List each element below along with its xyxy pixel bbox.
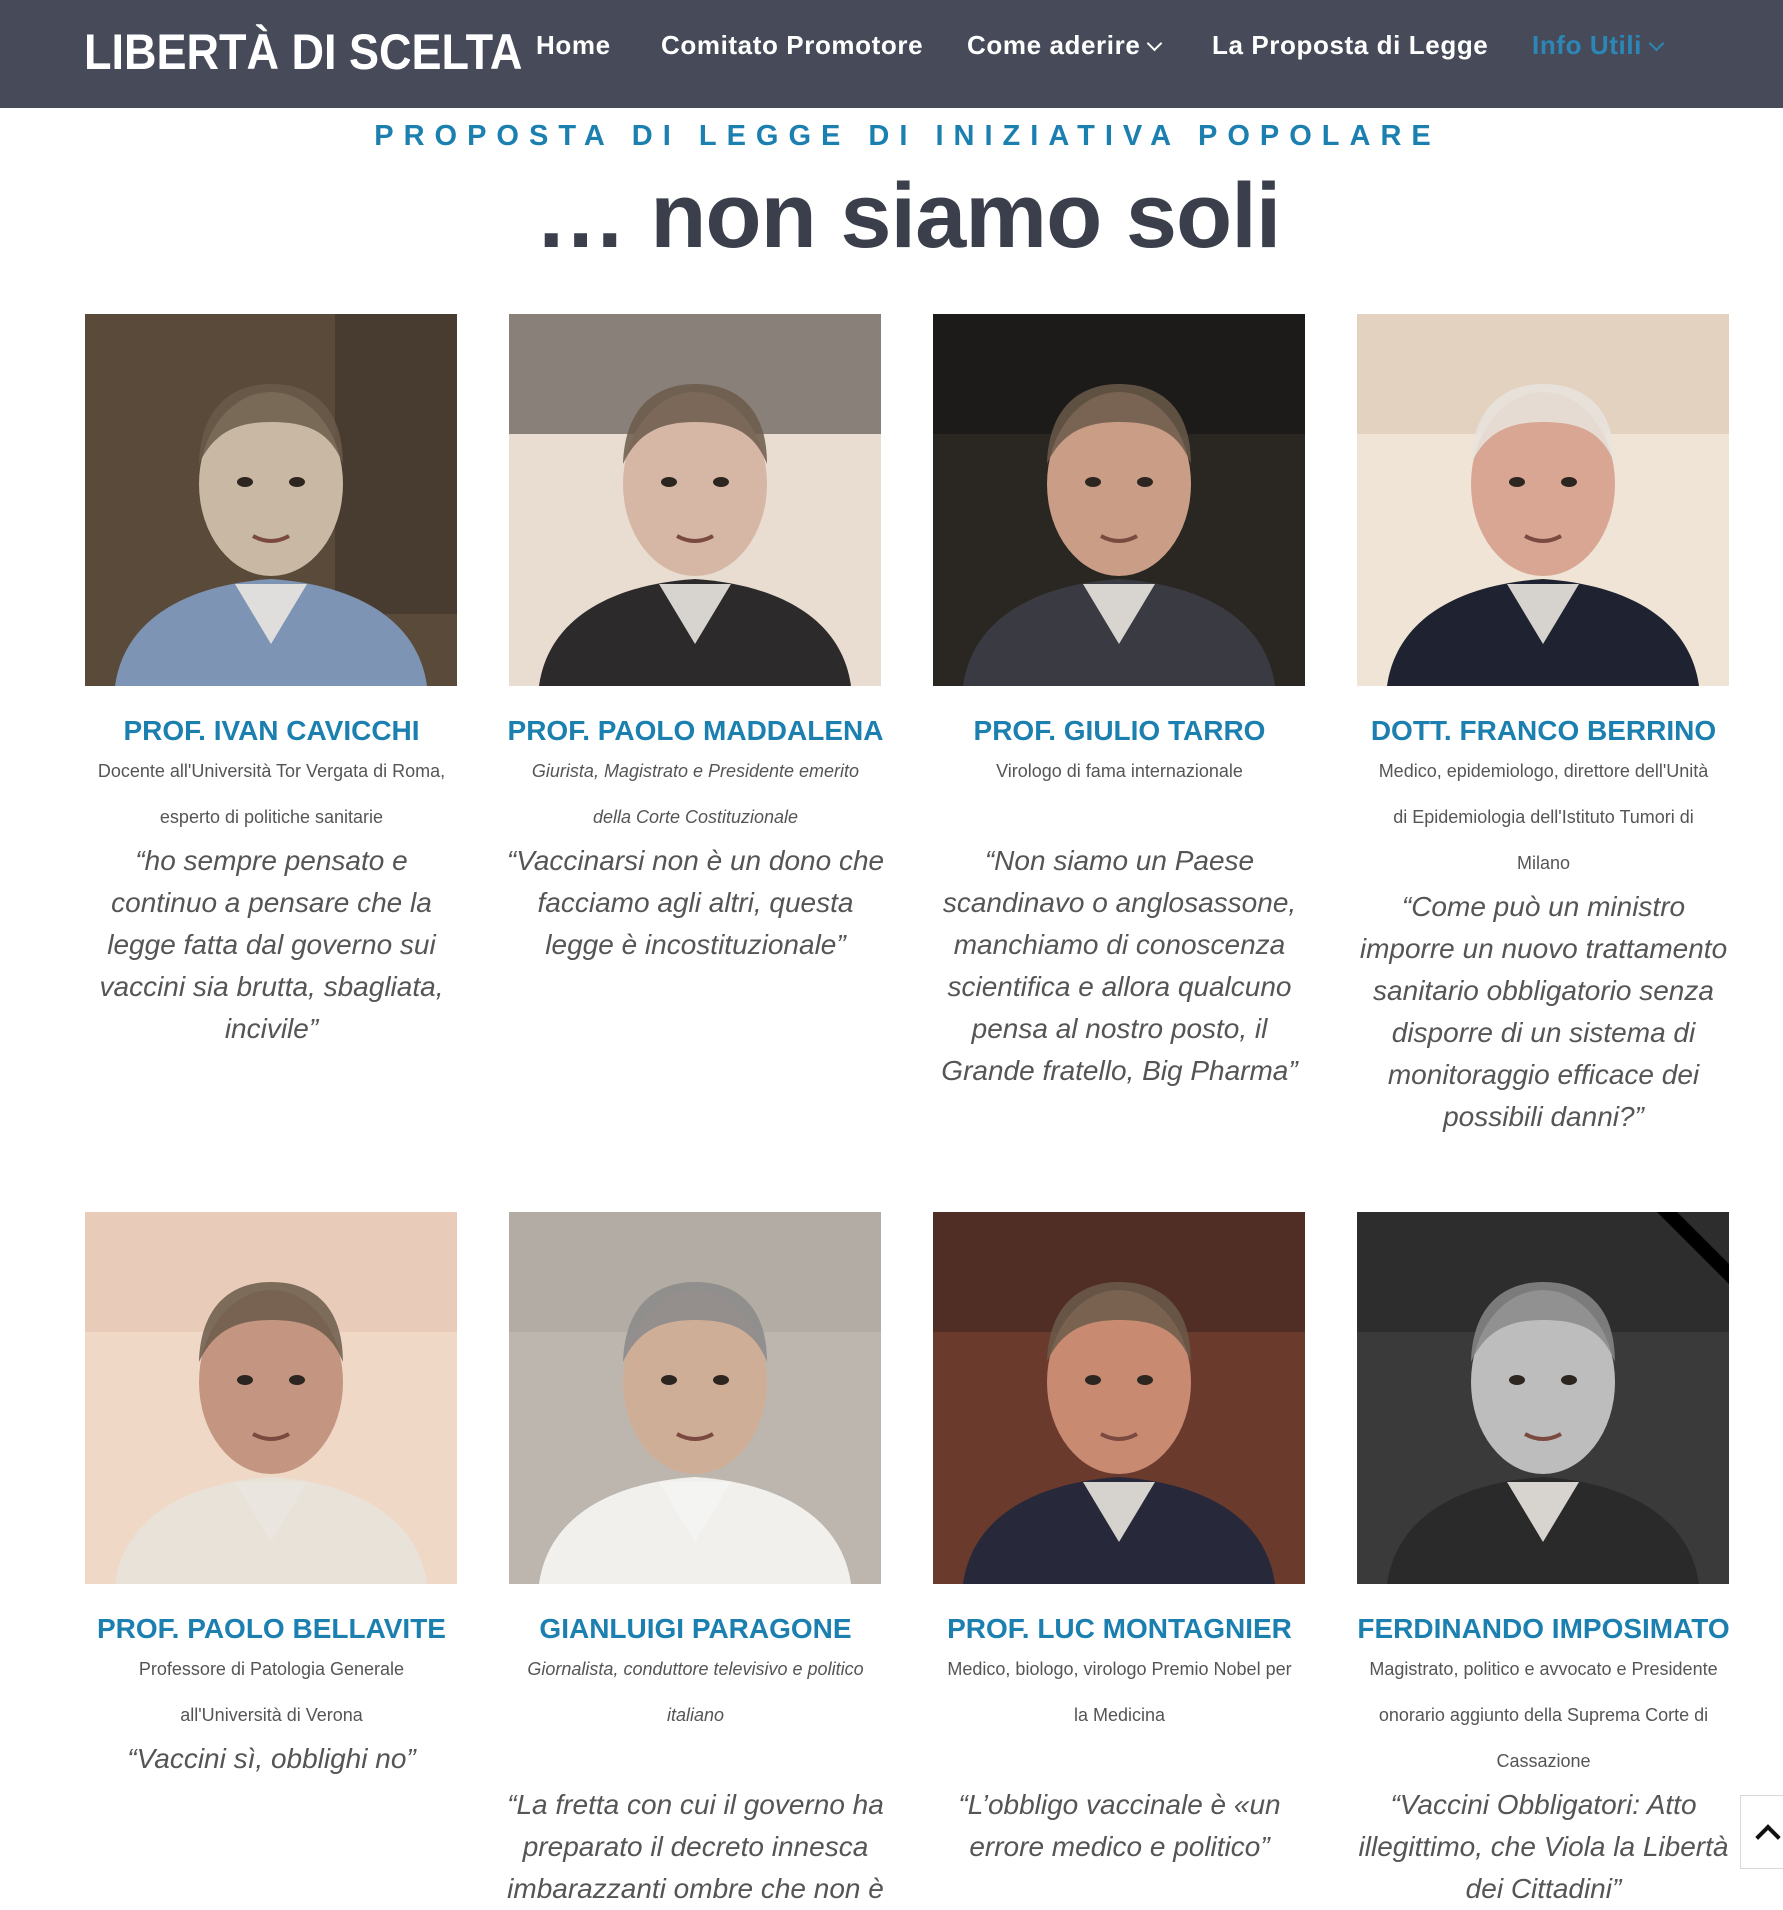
- person-name[interactable]: DOTT. FRANCO BERRINO: [1370, 715, 1717, 746]
- person-quote-line: scandinavo o anglosassone,: [942, 887, 1297, 918]
- nav-home[interactable]: Home: [536, 30, 611, 60]
- person-photo[interactable]: [509, 1212, 881, 1584]
- portrait-photo: [509, 1212, 881, 1584]
- person-role-line: Milano: [1516, 853, 1571, 873]
- person-role-line: Cassazione: [1496, 1751, 1591, 1771]
- person-quote-line: “Non siamo un Paese: [984, 845, 1255, 876]
- person-quote-line: scientifica e allora qualcuno: [947, 971, 1292, 1002]
- person-card: [1331, 714, 1756, 1138]
- person-quote-line: incivile”: [224, 1013, 319, 1044]
- person-card: [59, 714, 484, 1050]
- person-quote-line: preparato il decreto innesca: [522, 1831, 869, 1862]
- person-card: [907, 714, 1332, 1092]
- person-name[interactable]: FERDINANDO IMPOSIMATO: [1357, 1613, 1730, 1644]
- chevron-down-icon: [1649, 36, 1665, 52]
- top-navbar: [0, 0, 1783, 108]
- person-quote-line: “La fretta con cui il governo ha: [507, 1789, 884, 1820]
- person-card: [483, 1612, 908, 1910]
- person-card: [59, 1612, 484, 1780]
- person-photo[interactable]: [933, 314, 1305, 686]
- person-quote-line: imbarazzanti ombre che non è: [507, 1873, 884, 1904]
- person-role-line: la Medicina: [1073, 1705, 1166, 1725]
- person-quote-line: vaccini sia brutta, sbagliata,: [99, 971, 444, 1002]
- person-role-line: italiano: [666, 1705, 725, 1725]
- portrait-photo: [85, 1212, 457, 1584]
- person-quote-line: “Vaccini sì, obblighi no”: [127, 1743, 416, 1774]
- chevron-down-icon: [1147, 36, 1163, 52]
- person-name[interactable]: GIANLUIGI PARAGONE: [539, 1613, 852, 1644]
- person-card: [483, 714, 908, 966]
- portrait-photo: [933, 1212, 1305, 1584]
- nav-info-utili[interactable]: [1532, 27, 1662, 63]
- person-name[interactable]: PROF. IVAN CAVICCHI: [123, 715, 420, 746]
- person-quote-line: “Vaccini Obbligatori: Atto: [1390, 1789, 1697, 1820]
- person-role-line: Medico, biologo, virologo Premio Nobel per: [947, 1659, 1292, 1679]
- nav-come-aderire[interactable]: [967, 27, 1160, 63]
- person-role-line: di Epidemiologia dell'Istituto Tumori di: [1393, 807, 1694, 827]
- person-quote-line: facciamo agli altri, questa: [537, 887, 854, 918]
- person-quote-line: continuo a pensare che la: [111, 887, 432, 918]
- person-name[interactable]: PROF. PAOLO BELLAVITE: [97, 1613, 446, 1644]
- person-quote-line: “L’obbligo vaccinale è «un: [958, 1789, 1281, 1820]
- person-quote-line: dei Cittadini”: [1465, 1873, 1622, 1904]
- portrait-photo: [1357, 314, 1729, 686]
- person-role-line: Docente all'Università Tor Vergata di Roma,: [97, 761, 446, 781]
- portrait-photo: [933, 314, 1305, 686]
- person-card: [907, 1612, 1332, 1868]
- person-role-line: della Corte Costituzionale: [592, 807, 799, 827]
- person-quote-line: “ho sempre pensato e: [135, 845, 408, 876]
- person-quote-line: “Come può un ministro: [1401, 891, 1686, 922]
- site-logo[interactable]: LIBERTÀ DI SCELTA: [84, 24, 523, 80]
- person-quote-line: illegittimo, che Viola la Libertà: [1358, 1831, 1729, 1862]
- person-photo[interactable]: [85, 1212, 457, 1584]
- person-quote-line: possibili danni?”: [1443, 1101, 1644, 1132]
- person-quote-line: Grande fratello, Big Pharma”: [941, 1055, 1298, 1086]
- person-role-line: Virologo di fama internazionale: [996, 761, 1243, 781]
- person-role-line: [907, 1738, 1332, 1784]
- nav-proposta-di-legge[interactable]: La Proposta di Legge: [1212, 30, 1489, 60]
- person-role-line: onorario aggiunto della Suprema Corte di: [1378, 1705, 1709, 1725]
- person-role-line: esperto di politiche sanitarie: [159, 807, 384, 827]
- main-nav: [0, 27, 1783, 63]
- person-role-line: Professore di Patologia Generale: [138, 1659, 405, 1679]
- person-quote-line: legge è incostituzionale”: [545, 929, 846, 960]
- chevron-up-icon: [1755, 1824, 1780, 1849]
- person-quote-line: disporre di un sistema di: [1391, 1017, 1696, 1048]
- person-name[interactable]: PROF. GIULIO TARRO: [973, 715, 1266, 746]
- person-name[interactable]: PROF. PAOLO MADDALENA: [507, 715, 884, 746]
- person-photo[interactable]: [1357, 1212, 1729, 1584]
- portrait-photo: [1357, 1212, 1729, 1584]
- nav-come-aderire-label: Come aderire: [967, 30, 1141, 60]
- person-role-line: Medico, epidemiologo, direttore dell'Unità: [1378, 761, 1709, 781]
- person-name[interactable]: PROF. LUC MONTAGNIER: [947, 1613, 1292, 1644]
- person-quote-line: pensa al nostro posto, il: [971, 1013, 1268, 1044]
- nav-comitato-promotore[interactable]: Comitato Promotore: [661, 30, 924, 60]
- portrait-photo: [509, 314, 881, 686]
- person-photo[interactable]: [1357, 314, 1729, 686]
- person-role-line: Giurista, Magistrato e Presidente emerito: [531, 761, 860, 781]
- person-quote-line: monitoraggio efficace dei: [1387, 1059, 1700, 1090]
- person-role-line: [483, 1738, 908, 1784]
- person-card: [1331, 1612, 1756, 1910]
- section-eyebrow: PROPOSTA DI LEGGE DI INIZIATIVA POPOLARE: [374, 120, 1441, 152]
- person-quote-line: imporre un nuovo trattamento: [1359, 933, 1728, 964]
- person-role-line: Giornalista, conduttore televisivo e politico: [527, 1659, 864, 1679]
- person-role-line: [907, 794, 1332, 840]
- nav-info-utili-label: Info Utili: [1532, 30, 1642, 60]
- portrait-photo: [85, 314, 457, 686]
- page-title: … non siamo soli: [534, 165, 1281, 267]
- person-quote-line: legge fatta dal governo sui: [107, 929, 436, 960]
- person-photo[interactable]: [509, 314, 881, 686]
- person-quote-line: “Vaccinarsi non è un dono che: [506, 845, 885, 876]
- person-photo[interactable]: [85, 314, 457, 686]
- person-photo[interactable]: [933, 1212, 1305, 1584]
- person-quote-line: sanitario obbligatorio senza: [1373, 975, 1714, 1006]
- scroll-to-top-button[interactable]: [1740, 1795, 1783, 1869]
- person-role-line: Magistrato, politico e avvocato e Presidente: [1369, 1659, 1718, 1679]
- person-role-line: all'Università di Verona: [180, 1705, 363, 1725]
- person-quote-line: manchiamo di conoscenza: [953, 929, 1286, 960]
- person-quote-line: errore medico e politico”: [969, 1831, 1270, 1862]
